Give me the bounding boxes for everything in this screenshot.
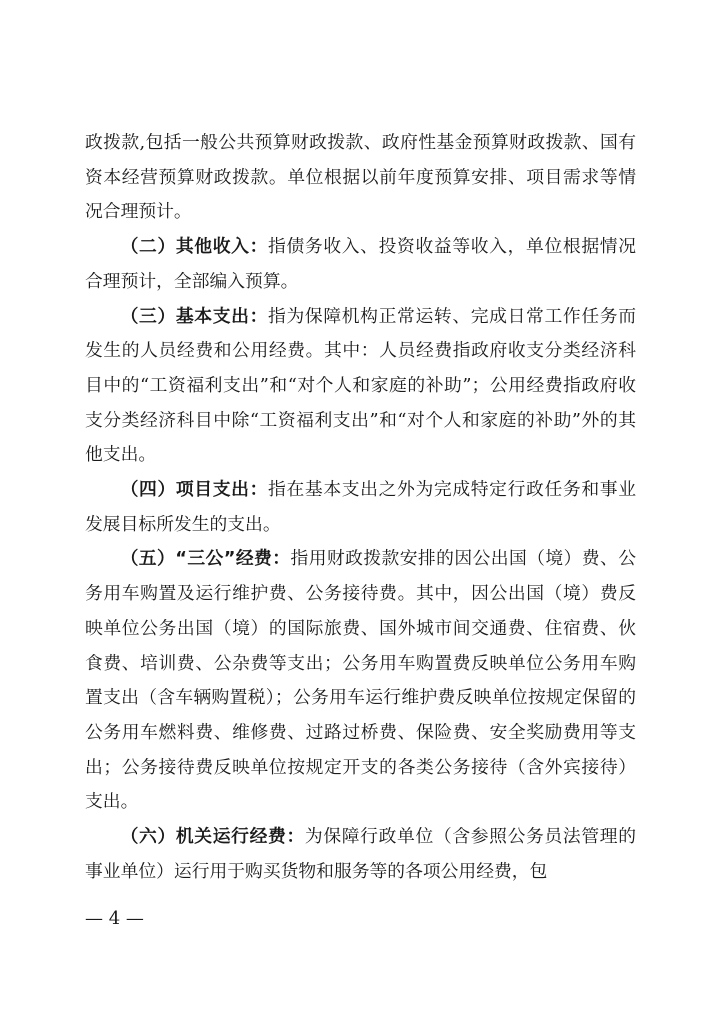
paragraph-basic-expenditure: [85, 300, 636, 474]
paragraph-heading: （三）基本支出：: [120, 305, 269, 327]
paragraph-three-public-expenses: [85, 542, 636, 820]
paragraph-agency-operating-expenses: [85, 820, 636, 889]
paragraph-heading: （五）“三公”经费：: [120, 548, 291, 570]
paragraph-other-income: [85, 230, 636, 299]
paragraph-heading: （六）机关运行经费：: [120, 826, 305, 848]
paragraph-text: 指债务收入、投资收益等收入，单位根据情况合理预计，全部编入预算。: [85, 236, 636, 292]
paragraph-project-expenditure: [85, 473, 636, 542]
body-text: [85, 126, 636, 889]
page-number: — 4 —: [85, 908, 144, 929]
paragraph-continued: [85, 126, 636, 230]
paragraph-heading: （二）其他收入：: [120, 236, 269, 258]
paragraph-heading: （四）项目支出：: [120, 479, 269, 501]
paragraph-text: 指在基本支出之外为完成特定行政任务和事业发展目标所发生的支出。: [85, 479, 636, 535]
paragraph-text: 指为保障机构正常运转、完成日常工作任务而发生的人员经费和公用经费。其中：人员经费指政府收支分类经济科目中的“工资福利支出”和“对个人和家庭的补助”；公用经费指政府收支分类经济科目中除“工资福利支出”和“对个人和家庭的补助”外的其他支出。: [85, 305, 636, 466]
paragraph-text: 为保障行政单位（含参照公务员法管理的事业单位）运行用于购买货物和服务等的各项公用经费，包: [85, 826, 636, 882]
paragraph-text: 政拨款,包括一般公共预算财政拨款、政府性基金预算财政拨款、国有资本经营预算财政拨款。单位根据以前年度预算安排、项目需求等情况合理预计。: [85, 132, 636, 223]
paragraph-text: 指用财政拨款安排的因公出国（境）费、公务用车购置及运行维护费、公务接待费。其中，因公出国（境）费反映单位公务出国（境）的国际旅费、国外城市间交通费、住宿费、伙食费、培训费、公杂费等支出；公务用车购置费反映单位公务用车购置支出（含车辆购置税）；公务用车运行维护费反映单位按规定保留的公务用车燃料费、维修费、过路过桥费、保险费、安全奖励费用等支出；公务接待费反映单位按规定开支的各类公务接待（含外宾接待）支出。: [85, 548, 636, 813]
